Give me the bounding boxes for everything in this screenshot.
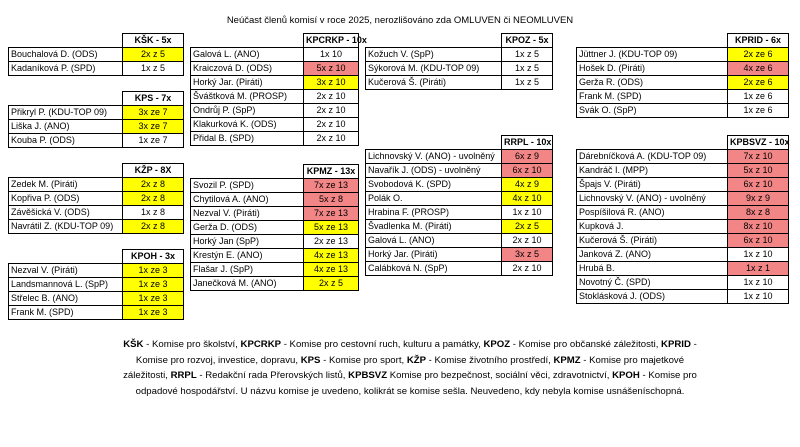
table-row	[577, 262, 789, 276]
table-row	[191, 207, 359, 221]
table-row	[577, 248, 789, 262]
absence-value: 2x ze 6	[728, 76, 789, 90]
member-name: Krestýn E. (ANO)	[191, 249, 304, 263]
absence-value: 2x ze 13	[304, 235, 359, 249]
table-row	[191, 90, 359, 104]
member-name: Svák O. (SpP)	[577, 104, 728, 118]
page-title: Neúčast členů komisí v roce 2025, nerozlišováno zda OMLUVEN či NEOMLUVEN	[226, 15, 574, 26]
table-row	[191, 277, 359, 291]
table-row	[577, 206, 789, 220]
committee-header-row	[366, 34, 553, 48]
member-name: Galová L. (ANO)	[366, 234, 502, 248]
member-name: Kožuch V. (SpP)	[366, 48, 502, 62]
committee-header: RRPL - 10x	[502, 136, 553, 150]
member-name: Horký Jar. (Piráti)	[191, 76, 304, 90]
table-row	[577, 76, 789, 90]
absence-value: 5x z 10	[304, 62, 359, 76]
table-row	[191, 221, 359, 235]
header-spacer	[366, 34, 502, 48]
absence-value: 9x z 9	[728, 192, 789, 206]
table-row	[366, 76, 553, 90]
table-row	[366, 150, 553, 164]
member-name: Sýkorová M. (KDU-TOP 09)	[366, 62, 502, 76]
committee-header-row	[9, 250, 184, 264]
table-row	[191, 118, 359, 132]
member-name: Polák O.	[366, 192, 502, 206]
absence-value: 3x z 5	[502, 248, 553, 262]
member-name: Šváštková M. (PROSP)	[191, 90, 304, 104]
table-row	[577, 48, 789, 62]
member-name: Calábková N. (SpP)	[366, 262, 502, 276]
member-name: Špajs V. (Piráti)	[577, 178, 728, 192]
committee-table-kpoz	[365, 33, 553, 90]
absence-value: 1x ze 3	[123, 306, 184, 320]
committee-table-ksk	[8, 33, 184, 76]
table-row	[366, 48, 553, 62]
table-row	[191, 179, 359, 193]
header-spacer	[9, 250, 123, 264]
absence-value: 1x z 8	[123, 206, 184, 220]
member-name: Frank M. (SPD)	[577, 90, 728, 104]
legend-abbr: KPRID	[661, 339, 691, 350]
header-spacer	[9, 164, 123, 178]
table-row	[577, 276, 789, 290]
committee-header: KPOZ - 5x	[502, 34, 553, 48]
member-name: Kouba P. (ODS)	[9, 134, 123, 148]
table-row	[191, 76, 359, 90]
header-spacer	[191, 34, 304, 48]
absence-value: 2x z 5	[502, 220, 553, 234]
committee-header: KPBSVZ - 10x	[728, 136, 789, 150]
member-name: Hrabina F. (PROSP)	[366, 206, 502, 220]
absence-value: 3x z 10	[304, 76, 359, 90]
member-name: Kopřiva P. (ODS)	[9, 192, 123, 206]
table-row	[9, 264, 184, 278]
table-row	[191, 48, 359, 62]
member-name: Kupková J.	[577, 220, 728, 234]
header-spacer	[9, 34, 123, 48]
absence-value: 6x z 10	[728, 178, 789, 192]
member-name: Horký Jan (SpP)	[191, 235, 304, 249]
table-row	[9, 206, 184, 220]
committee-table-kpoh	[8, 249, 184, 320]
committee-table-kpcrkp	[190, 33, 367, 146]
absence-value: 1x ze 3	[123, 278, 184, 292]
table-row	[577, 192, 789, 206]
member-name: Bouchalová D. (ODS)	[9, 48, 123, 62]
member-name: Chytilová A. (ANO)	[191, 193, 304, 207]
member-name: Gerža R. (ODS)	[577, 76, 728, 90]
absence-value: 3x ze 7	[123, 120, 184, 134]
legend-description: - Komise pro občanské záležitosti,	[510, 339, 662, 350]
committee-header-row	[191, 34, 359, 48]
table-row	[9, 106, 184, 120]
table-row	[577, 178, 789, 192]
member-name: Pospíšilová R. (ANO)	[577, 206, 728, 220]
member-name: Navařík J. (ODS) - uvolněný	[366, 164, 502, 178]
legend-abbr: KPBSVZ	[348, 370, 388, 381]
absence-value: 4x z 9	[502, 178, 553, 192]
header-spacer	[577, 34, 728, 48]
committee-header: KPMZ - 13x	[304, 165, 359, 179]
member-name: Frank M. (SPD)	[9, 306, 123, 320]
legend-abbr: RRPL	[170, 370, 197, 381]
legend-abbr: KŠK	[123, 339, 144, 350]
committee-header: KPRID - 6x	[728, 34, 789, 48]
legend-description: - Komise pro školství,	[143, 339, 241, 350]
absence-value: 4x z 10	[502, 192, 553, 206]
table-row	[191, 104, 359, 118]
legend-abbr: KPMZ	[553, 354, 581, 366]
member-name: Přidal B. (SPD)	[191, 132, 304, 146]
member-name: Kučerová Š. (Piráti)	[577, 234, 728, 248]
absence-value: 2x z 10	[304, 104, 359, 118]
committee-header-row	[577, 136, 789, 150]
member-name: Horký Jar. (Piráti)	[366, 248, 502, 262]
legend-abbr: KPOH	[612, 370, 640, 381]
committee-table-kpbsvz	[576, 135, 789, 304]
legend-abbr: KPCRKP	[240, 339, 282, 350]
absence-value: 2x z 10	[304, 90, 359, 104]
table-row	[366, 206, 553, 220]
committee-header-row	[9, 92, 184, 106]
member-name: Dárebníčková A. (KDU-TOP 09)	[577, 150, 728, 164]
legend-description: - Redakční rada Přerovských listů,	[196, 370, 349, 381]
absence-value: 5x ze 13	[304, 221, 359, 235]
member-name: Lichnovský V. (ANO) - uvolněný	[577, 192, 728, 206]
table-row	[366, 164, 553, 178]
member-name: Klakurková K. (ODS)	[191, 118, 304, 132]
table-row	[9, 278, 184, 292]
table-row	[366, 262, 553, 276]
table-row	[577, 234, 789, 248]
member-name: Kadaníková P. (SPD)	[9, 62, 123, 76]
absence-value: 3x ze 7	[123, 106, 184, 120]
table-row	[577, 62, 789, 76]
absence-value: 7x ze 13	[304, 179, 359, 193]
table-row	[9, 120, 184, 134]
member-name: Landsmannová L. (SpP)	[9, 278, 123, 292]
member-name: Liška J. (ANO)	[9, 120, 123, 134]
table-row	[577, 164, 789, 178]
table-row	[191, 235, 359, 249]
member-name: Hrubá B.	[577, 262, 728, 276]
absence-value: 2x z 10	[502, 262, 553, 276]
absence-value: 2x z 10	[304, 118, 359, 132]
absence-value: 6x z 10	[502, 164, 553, 178]
table-row	[9, 48, 184, 62]
table-row	[366, 234, 553, 248]
member-name: Navrátil Z. (KDU-TOP 09)	[9, 220, 123, 234]
absence-value: 5x z 10	[728, 164, 789, 178]
table-row	[577, 90, 789, 104]
table-row	[577, 290, 789, 304]
committee-header: KPCRKP - 10x	[304, 34, 359, 48]
committee-header-row	[9, 34, 184, 48]
absence-value: 2x ze 6	[728, 48, 789, 62]
member-name: Hošek D. (Piráti)	[577, 62, 728, 76]
member-name: Galová L. (ANO)	[191, 48, 304, 62]
absence-value: 5x z 8	[304, 193, 359, 207]
table-row	[191, 263, 359, 277]
table-row	[9, 220, 184, 234]
absence-value: 2x z 10	[502, 234, 553, 248]
table-row	[9, 192, 184, 206]
member-name: Závěšická V. (ODS)	[9, 206, 123, 220]
absence-value: 4x ze 13	[304, 263, 359, 277]
legend-description: - Komise pro cestovní ruch, kulturu a památky,	[281, 339, 484, 350]
header-spacer	[9, 92, 123, 106]
committee-header-row	[577, 34, 789, 48]
absence-value: 1x ze 7	[123, 134, 184, 148]
absence-value: 2x z 5	[123, 48, 184, 62]
table-row	[191, 249, 359, 263]
absence-value: 1x z 10	[728, 276, 789, 290]
member-name: Stoklásková J. (ODS)	[577, 290, 728, 304]
absence-value: 2x z 8	[123, 220, 184, 234]
absence-value: 1x z 5	[502, 62, 553, 76]
absence-value: 1x z 5	[502, 48, 553, 62]
table-row	[577, 220, 789, 234]
table-row	[366, 220, 553, 234]
committee-table-kprid	[576, 33, 789, 118]
table-row	[9, 306, 184, 320]
header-spacer	[577, 136, 728, 150]
header-spacer	[366, 136, 502, 150]
absence-value: 1x ze 6	[728, 90, 789, 104]
absence-value: 2x z 5	[304, 277, 359, 291]
absence-value: 2x z 10	[304, 132, 359, 146]
member-name: Střelec B. (ANO)	[9, 292, 123, 306]
committee-table-kpmz	[190, 164, 359, 291]
table-row	[366, 62, 553, 76]
member-name: Novotný Č. (SPD)	[577, 276, 728, 290]
legend-abbr: KPS	[300, 354, 321, 366]
member-name: Nezval V. (Piráti)	[9, 264, 123, 278]
legend-text	[120, 337, 700, 399]
table-row	[191, 62, 359, 76]
member-name: Jüttner J. (KDU-TOP 09)	[577, 48, 728, 62]
member-name: Flašar J. (SpP)	[191, 263, 304, 277]
committee-table-kps	[8, 91, 184, 148]
table-row	[9, 292, 184, 306]
member-name: Janková Z. (ANO)	[577, 248, 728, 262]
absence-value: 1x z 1	[728, 262, 789, 276]
legend-description: - Komise životního prostředí,	[426, 354, 554, 366]
legend-description: Komise pro bezpečnost, sociální věci, zdravotnictví,	[387, 370, 613, 381]
committee-header: KPS - 7x	[123, 92, 184, 106]
member-name: Zedek M. (Piráti)	[9, 178, 123, 192]
absence-value: 6x z 10	[728, 234, 789, 248]
table-row	[577, 104, 789, 118]
absence-value: 1x 10	[304, 48, 359, 62]
committee-header-row	[366, 136, 553, 150]
committee-header-row	[191, 165, 359, 179]
legend-description: - Komise pro majetkové záležitosti,	[123, 354, 685, 381]
absence-value: 7x z 10	[728, 150, 789, 164]
member-name: Kučerová Š. (Piráti)	[366, 76, 502, 90]
table-row	[366, 192, 553, 206]
member-name: Švadlenka M. (Piráti)	[366, 220, 502, 234]
absence-value: 2x z 8	[123, 192, 184, 206]
absence-value: 1x z 5	[123, 62, 184, 76]
absence-value: 7x ze 13	[304, 207, 359, 221]
header-spacer	[191, 165, 304, 179]
absence-value: 8x z 8	[728, 206, 789, 220]
member-name: Nezval V. (Piráti)	[191, 207, 304, 221]
committee-table-kzp	[8, 163, 184, 234]
table-row	[9, 178, 184, 192]
absence-value: 1x ze 3	[123, 264, 184, 278]
committee-header-row	[9, 164, 184, 178]
committee-header: KŠK - 5x	[123, 34, 184, 48]
table-row	[9, 62, 184, 76]
absence-value: 4x ze 6	[728, 62, 789, 76]
member-name: Ondrůj P. (SpP)	[191, 104, 304, 118]
legend-description: - Komise pro sport,	[320, 354, 407, 366]
absence-value: 6x z 9	[502, 150, 553, 164]
absence-value: 1x z 5	[502, 76, 553, 90]
member-name: Svobodová K. (SPD)	[366, 178, 502, 192]
table-row	[191, 193, 359, 207]
absence-value: 1x z 10	[728, 290, 789, 304]
table-row	[366, 178, 553, 192]
absence-value: 4x ze 13	[304, 249, 359, 263]
absence-value: 8x z 10	[728, 220, 789, 234]
absence-value: 1x ze 6	[728, 104, 789, 118]
member-name: Kraiczová D. (ODS)	[191, 62, 304, 76]
legend-description: - Komise pro odpadové hospodářství. U názvu komise je uvedeno, kolikrát se komise sešla. Neuvedeno, kdy nebyla komise usnášeníschopná.	[135, 370, 697, 397]
table-row	[9, 134, 184, 148]
committee-table-rrpl	[365, 135, 553, 276]
absence-value: 1x ze 3	[123, 292, 184, 306]
committee-header: KŽP - 8X	[123, 164, 184, 178]
legend-abbr: KŽP	[406, 354, 426, 366]
member-name: Janečková M. (ANO)	[191, 277, 304, 291]
legend-description: - Komise pro rozvoj, investice, dopravu,	[135, 339, 697, 366]
member-name: Gerža D. (ODS)	[191, 221, 304, 235]
committee-header: KPOH - 3x	[123, 250, 184, 264]
absence-value: 1x z 10	[728, 248, 789, 262]
legend-abbr: KPOZ	[483, 339, 511, 350]
table-row	[366, 248, 553, 262]
table-row	[577, 150, 789, 164]
member-name: Lichnovský V. (ANO) - uvolněný	[366, 150, 502, 164]
member-name: Přikryl P. (KDU-TOP 09)	[9, 106, 123, 120]
absence-value: 1x z 10	[502, 206, 553, 220]
absence-value: 2x z 8	[123, 178, 184, 192]
member-name: Kandráč I. (MPP)	[577, 164, 728, 178]
member-name: Svozil P. (SPD)	[191, 179, 304, 193]
table-row	[191, 132, 359, 146]
